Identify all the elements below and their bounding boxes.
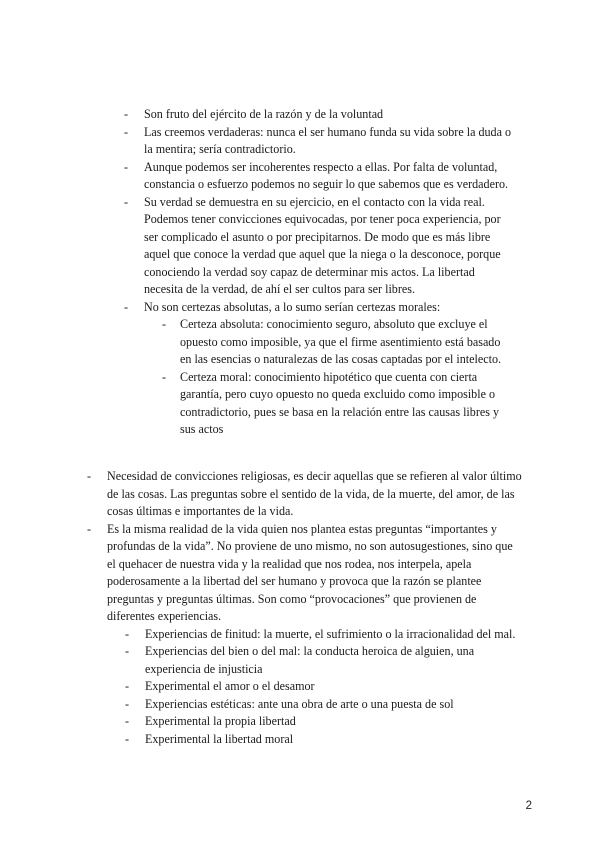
- list-item: - Necesidad de convicciones religiosas, es decir aquellas que se refieren al valor último de las cosas. Las preguntas sobre el sentido de la vida, de la muerte, del amor, de las cosas últimas e importantes de la vida.: [87, 468, 523, 521]
- list-item: - Aunque podemos ser incoherentes respecto a ellas. Por falta de voluntad, constancia o esfuerzo podemos no seguir lo que sabemos que es verdadero.: [124, 159, 512, 194]
- list-item: - Las creemos verdaderas: nunca el ser humano funda su vida sobre la duda o la mentira; sería contradictorio.: [124, 124, 512, 159]
- list-item: - Certeza absoluta: conocimiento seguro, absoluto que excluye el opuesto como imposible, ya que el firme asentimiento está basado en las esencias o naturalezas de las cosas captadas por el intelecto.: [162, 316, 512, 369]
- list-item: - Experiencias del bien o del mal: la conducta heroica de alguien, una experiencia de injusticia: [125, 643, 523, 678]
- list-item: - Experimental la libertad moral: [125, 731, 523, 749]
- list-item: - Son fruto del ejército de la razón y de la voluntad: [124, 106, 512, 124]
- main-bullet-list: [87, 468, 523, 748]
- list-item: - Experiencias de finitud: la muerte, el sufrimiento o la irracionalidad del mal.: [125, 626, 523, 644]
- list-item: - Experimental el amor o el desamor: [125, 678, 523, 696]
- experiences-list: [107, 626, 523, 749]
- page-number: 2: [525, 800, 532, 812]
- list-item: - Experimental la propia libertad: [125, 713, 523, 731]
- list-item: - Su verdad se demuestra en su ejercicio, en el contacto con la vida real. Podemos tener convicciones equivocadas, por tener poca experiencia, por ser complicado el asunto o por precipitarnos. De modo que es más libre aquel que conoce la verdad que aquel que la niega o la desconoce, porque conociendo la verdad soy capaz de determinar mis actos. La libertad necesita de la verdad, de ahí el ser cultos para ser libres.: [124, 194, 512, 299]
- certainty-types-list: [144, 316, 512, 439]
- list-item: - Experiencias estéticas: ante una obra de arte o una puesta de sol: [125, 696, 523, 714]
- list-item: - Es la misma realidad de la vida quien nos plantea estas preguntas “importantes y profundas de la vida”. No proviene de uno mismo, no son autosugestiones, sino que el quehacer de nuestra vida y la realidad que nos rodea, nos interpela, apela poderosamente a la libertad del ser humano y provoca que la razón se plantee preguntas y preguntas últimas. Son como “provocaciones” que provienen de diferentes experiencias. - Experiencias de finitud: la muerte, el sufrimiento o la irracionalidad del mal. - Experiencias del bien o del mal: la conducta heroica de alguien, una experiencia de injusticia - Experimental el amor o el desamor - Experiencias estéticas: ante una obra de arte o una puesta de sol - Experimental la propia libertad - Experimental la libertad moral: [87, 521, 523, 749]
- conviction-characteristics-list: [124, 106, 512, 439]
- list-item: - Certeza moral: conocimiento hipotético que cuenta con cierta garantía, pero cuyo opuesto no queda excluido como imposible o contradictorio, pues se basa en la relación entre las causas libres y sus actos: [162, 369, 512, 439]
- list-item: - No son certezas absolutas, a lo sumo serían certezas morales: - Certeza absoluta: conocimiento seguro, absoluto que excluye el opuesto como imposible, ya que el firme asentimiento está basado en las esencias o naturalezas de las cosas captadas por el intelecto. - Certeza moral: conocimiento hipotético que cuenta con cierta garantía, pero cuyo opuesto no queda excluido como imposible o contradictorio, pues se basa en la relación entre las causas libres y sus actos: [124, 299, 512, 439]
